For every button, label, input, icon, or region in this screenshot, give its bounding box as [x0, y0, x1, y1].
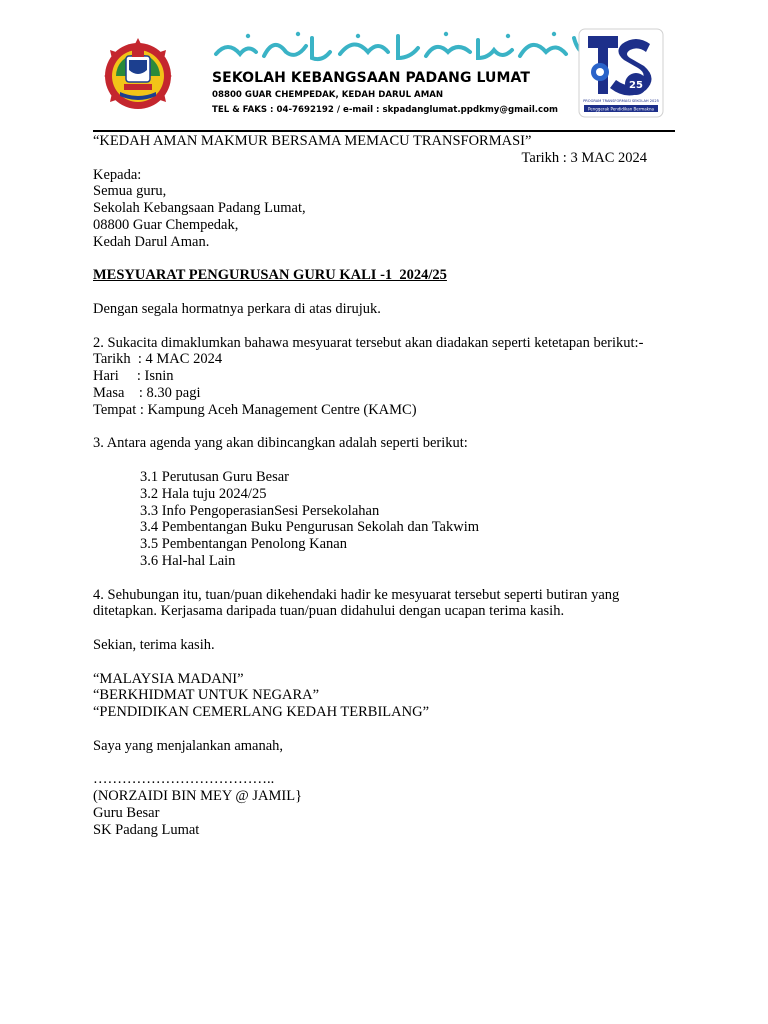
motto-line: “BERKHIDMAT UNTUK NEGARA” — [93, 687, 320, 704]
detail-line: Tempat : Kampung Aceh Management Centre (KAMC) — [93, 401, 417, 418]
jawi-calligraphy-logo — [208, 28, 618, 64]
ts25-logo-icon — [578, 28, 664, 118]
header-divider — [93, 130, 675, 132]
agenda-item: 3.3 Info PengoperasianSesi Persekolahan — [140, 502, 380, 519]
school-address: 08800 GUAR CHEMPEDAK, KEDAH DARUL AMAN — [212, 90, 444, 100]
signatory-school: SK Padang Lumat — [93, 821, 200, 838]
letter-date: Tarikh : 3 MAC 2024 — [521, 149, 647, 166]
agenda-list — [93, 469, 673, 570]
meeting-details — [93, 351, 673, 418]
recipient-line: Sekolah Kebangsaan Padang Lumat, — [93, 200, 306, 217]
letterhead — [100, 24, 675, 124]
motto-line: “MALAYSIA MADANI” — [93, 670, 244, 687]
recipient-line: Kedah Darul Aman. — [93, 233, 210, 250]
greeting: Dengan segala hormatnya perkara di atas dirujuk. — [93, 300, 381, 317]
signature-block — [93, 771, 673, 838]
recipient-line: Semua guru, — [93, 183, 167, 200]
signatory-title: Guru Besar — [93, 804, 160, 821]
paragraph-3: 3. Antara agenda yang akan dibincangkan adalah seperti berikut: — [93, 435, 468, 452]
detail-line: Tarikh : 4 MAC 2024 — [93, 351, 223, 368]
closing: Sekian, terima kasih. — [93, 636, 215, 653]
school-crest-icon — [102, 32, 174, 112]
detail-line: Masa : 8.30 pagi — [93, 384, 201, 401]
agenda-item: 3.6 Hal-hal Lain — [140, 552, 236, 569]
agenda-item: 3.5 Pembentangan Penolong Kanan — [140, 536, 347, 553]
recipient-block — [93, 167, 673, 251]
agenda-item: 3.2 Hala tuju 2024/25 — [140, 485, 267, 502]
agenda-item: 3.4 Pembentangan Buku Pengurusan Sekolah dan Takwim — [140, 519, 480, 536]
recipient-line: Kepada: — [93, 166, 142, 183]
motto-line: “PENDIDIKAN CEMERLANG KEDAH TERBILANG” — [93, 704, 430, 721]
school-contact: TEL & FAKS : 04-7692192 / e-mail : skpadanglumat.ppdkmy@gmail.com — [212, 105, 558, 115]
school-name: SEKOLAH KEBANGSAAN PADANG LUMAT — [212, 70, 531, 86]
letter-subject: MESYUARAT PENGURUSAN GURU KALI -1 2024/25 — [93, 267, 447, 284]
motto-top: “KEDAH AMAN MAKMUR BERSAMA MEMACU TRANSFORMASI” — [93, 133, 532, 149]
ts-logo-number: 25 — [629, 80, 643, 91]
agenda-item: 3.1 Perutusan Guru Besar — [140, 468, 290, 485]
paragraph-2: 2. Sukacita dimaklumkan bahawa mesyuarat tersebut akan diadakan seperti ketetapan berikut:- — [93, 334, 644, 351]
ts-logo-caption-top: PROGRAM TRANSFORMASI SEKOLAH 2025 — [583, 99, 659, 103]
paragraph-4: 4. Sehubungan itu, tuan/puan dikehendaki hadir ke mesyuarat tersebut seperti butiran yang ditetapkan. Kerjasama daripada tuan/puan didahului dengan ucapan terima kasih. — [93, 586, 620, 620]
trust-line: Saya yang menjalankan amanah, — [93, 737, 284, 754]
signature-dots: ……………………………….. — [93, 771, 275, 788]
detail-line: Hari : Isnin — [93, 368, 174, 385]
signatory-name: (NORZAIDI BIN MEY @ JAMIL} — [93, 788, 303, 805]
letter-body — [93, 133, 673, 838]
ts-logo-caption-bottom: Penggerak Pendidikan Bermakna — [588, 106, 654, 112]
motto-block — [93, 671, 673, 721]
recipient-line: 08800 Guar Chempedak, — [93, 216, 239, 233]
